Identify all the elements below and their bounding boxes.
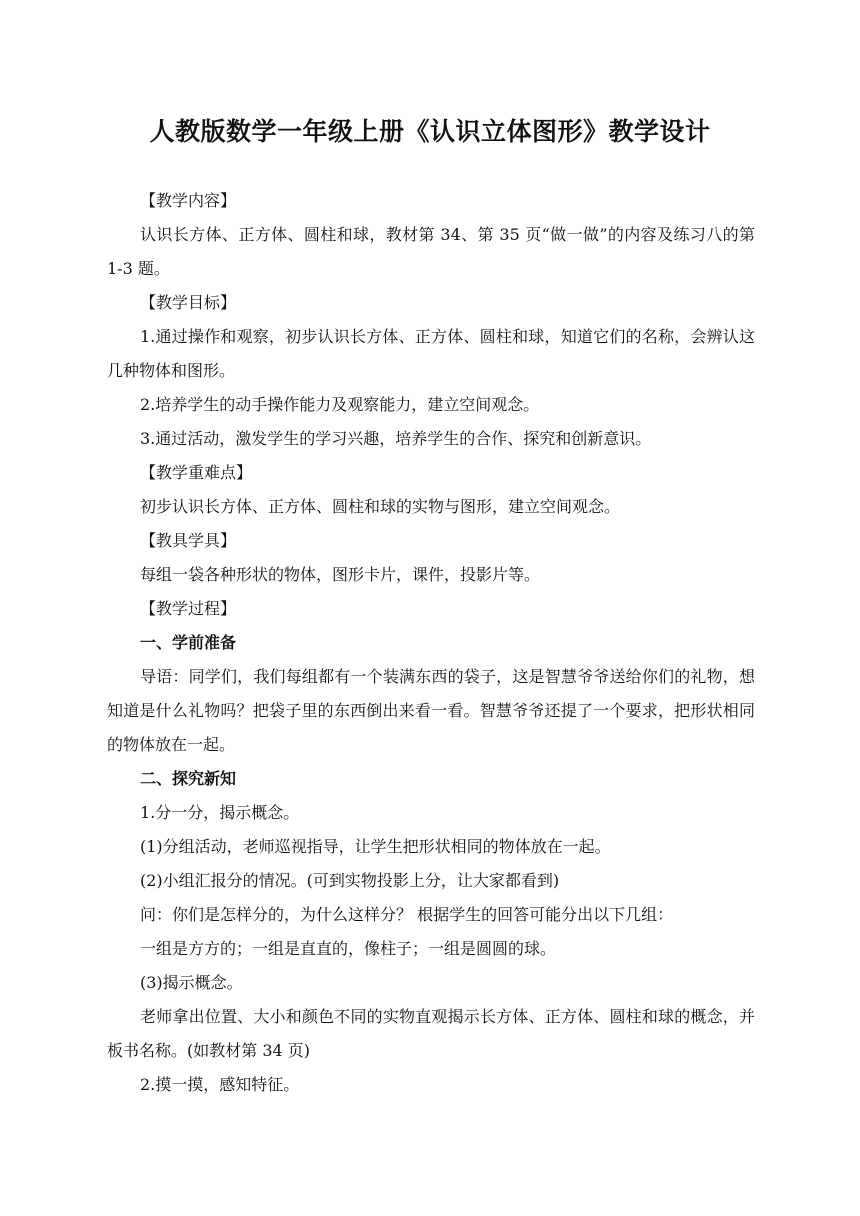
paragraph: (2)小组汇报分的情况。(可到实物投影上分，让大家都看到) [140, 871, 560, 890]
paragraph: 每组一袋各种形状的物体，图形卡片，课件，投影片等。 [140, 565, 541, 584]
paragraph: 一组是方方的；一组是直直的，像柱子；一组是圆圆的球。 [140, 939, 557, 958]
paragraph: 2.摸一摸，感知特征。 [140, 1075, 300, 1094]
paragraph: (3)揭示概念。 [140, 973, 243, 992]
paragraph: 1.通过操作和观察，初步认识长方体、正方体、圆柱和球，知道它们的名称，会辨认这几种物体和图形。 [107, 327, 755, 380]
paragraph: 问：你们是怎样分的，为什么这样分？ 根据学生的回答可能分出以下几组： [140, 905, 674, 924]
paragraph: 1.分一分，揭示概念。 [140, 803, 300, 822]
paragraph: 【教学目标】 [140, 293, 237, 312]
paragraph: 3.通过活动，激发学生的学习兴趣，培养学生的合作、探究和创新意识。 [140, 429, 652, 448]
paragraph: 2.培养学生的动手操作能力及观察能力，建立空间观念。 [140, 395, 540, 414]
paragraph: 导语：同学们，我们每组都有一个装满东西的袋子，这是智慧爷爷送给你们的礼物，想知道是什么礼物吗？把袋子里的东西倒出来看一看。智慧爷爷还提了一个要求，把形状相同的物体放在一起。 [107, 667, 755, 754]
paragraph: (1)分组活动，老师巡视指导，让学生把形状相同的物体放在一起。 [140, 837, 611, 856]
paragraph: 老师拿出位置、大小和颜色不同的实物直观揭示长方体、正方体、圆柱和球的概念，并板书名称。(如教材第 34 页) [107, 1007, 755, 1060]
paragraph: 【教学内容】 [140, 191, 237, 210]
section-heading: 一、学前准备 [140, 633, 237, 652]
paragraph: 初步认识长方体、正方体、圆柱和球的实物与图形，建立空间观念。 [140, 497, 621, 516]
paragraph: 认识长方体、正方体、圆柱和球，教材第 34、第 35 页“做一做”的内容及练习八的第 1-3 题。 [107, 225, 755, 278]
paragraph: 【教具学具】 [140, 531, 237, 550]
document-title: 人教版数学一年级上册《认识立体图形》教学设计 [149, 117, 711, 146]
paragraph: 【教学过程】 [140, 599, 237, 618]
document-body [107, 184, 755, 1102]
section-heading: 二、探究新知 [140, 769, 237, 788]
paragraph: 【教学重难点】 [140, 463, 253, 482]
